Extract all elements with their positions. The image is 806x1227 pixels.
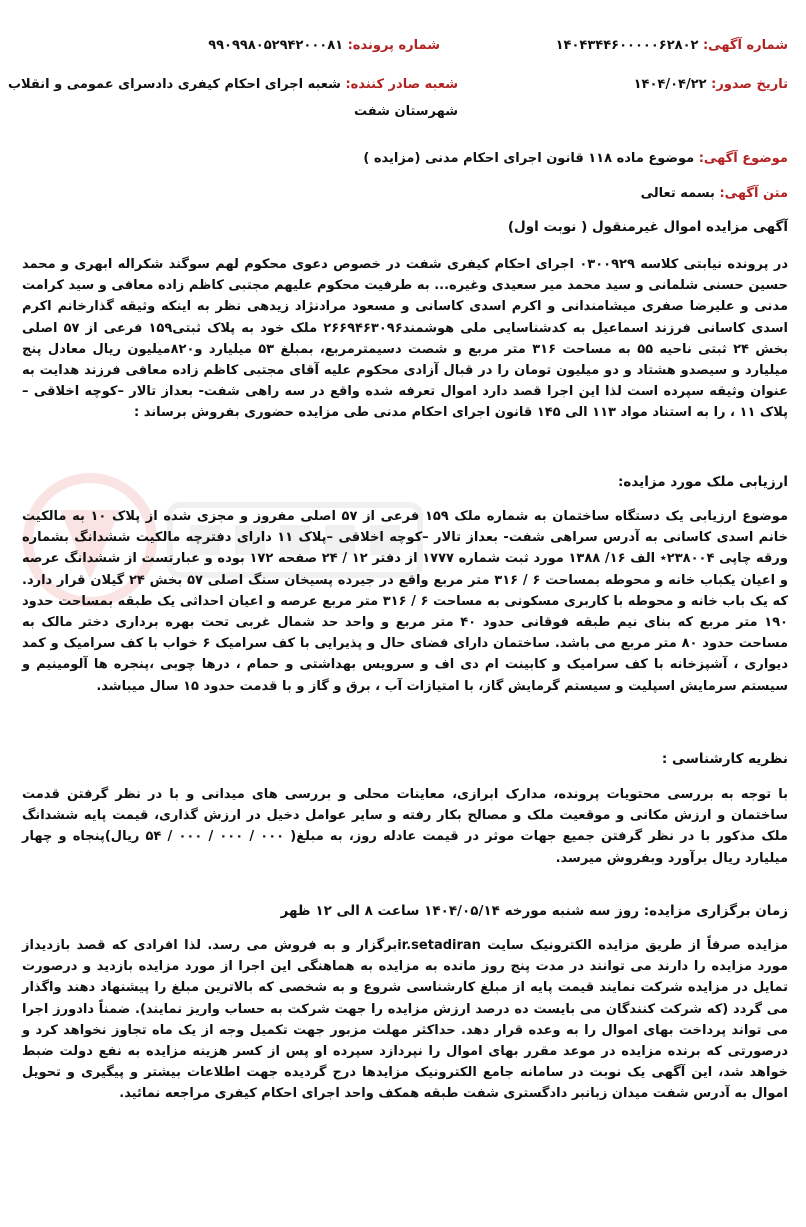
issuer [8,77,458,92]
case-number-value: ۹۹۰۹۹۸۰۵۲۹۴۲۰۰۰۸۱ [208,38,344,53]
issue-date-value: ۱۴۰۴/۰۴/۲۲ [633,77,707,92]
subject-label: موضوع آگهی: [698,151,788,166]
ad-number-value: ۱۴۰۴۳۴۴۶۰۰۰۰۰۶۲۸۰۲ [555,38,699,53]
intro-paragraph: در پرونده نیابتی کلاسه ۰۳۰۰۹۲۹ اجرای احکام کیفری شفت در خصوص دعوی محکوم لهم سوگند شکراله ابهری و محمد حسین حسنی شلمانی و سید محمد میر سعیدی وغیره... به طرفیت محکوم علیهم مجتبی کاظم زاده معافی و سید کرامت مدنی و علیرضا صفری میشامندانی و اکرم اسدی کاسانی و مسعود مرادنژاد زیدهی نظر به اینکه وثیقه گذارخانم اکرم اسدی کاسانی فرزند اسماعیل به کدشناسایی ملی هوشمند۲۶۶۹۴۶۳۰۹۶ ملک خود به پلاک ثبتی۱۵۹ فرعی از ۵۷ اصلی بخش ۲۴ ثبتی ناحیه ۵۵ به مساحت ۳۱۶ متر مربع و شصت دسیمترمربع، بمبلغ ۵۳ میلیارد و۸۲۰میلیون ریال معادل پنج میلیارد و سیصدو هشتاد و دو میلیون تومان را در قبال آزادی محکوم علیه آقای مجتبی کاظم زاده معافی فرزند هدایت به عنوان وثیقه سپرده است لذا این اجرا قصد دارد اموال تعرفه شده واقع در سه راهی شفت- بعداز تالار –کوچه اخلاقی –پلاک ۱۱ ، را به استناد مواد ۱۱۳ الی ۱۴۵ قانون اجرای احکام مدنی طی مزایده حضوری بفروش برساند : [22,257,788,421]
issuer-label: شعبه صادر کننده: [345,77,458,92]
issuer-line1: شعبه اجرای احکام کیفری دادسرای عمومی و انقلاب [7,77,341,92]
text-head [641,186,788,201]
case-number [208,38,440,53]
ad-number [556,38,788,53]
issuer-line2: شهرستان شفت [354,104,458,119]
expert-heading: نظریه کارشناسی : [661,751,788,767]
subject [363,151,788,166]
appraisal-heading: ارزیابی ملک مورد مزایده: [618,474,788,490]
auction-time: زمان برگزاری مزایده: روز سه شنبه مورخه ۱۴۰۴/۰۵/۱۴ ساعت ۸ الی ۱۲ ظهر [280,903,788,919]
ad-number-label: شماره آگهی: [702,38,788,53]
subject-value: موضوع ماده ۱۱۸ قانون اجرای احکام مدنی (مزایده ) [363,151,695,166]
appraisal-paragraph: موضوع ارزیابی یک دستگاه ساختمان به شماره ملک ۱۵۹ فرعی از ۵۷ اصلی مفروز و مجزی شده از پلاک ۱۰ به مالکیت خانم اسدی کاسانی به آدرس سراهی شفت- بعداز تالار –کوچه اخلاقی –پلاک ۱۱ دارای دفترچه مالکیت ششدانگ بشماره ورقه چاپی ۲۳۸۰۰۴٭ الف ۱۶/ ۱۳۸۸ مورد ثبت شماره ۱۷۷۷ از دفتر ۱۲ / ۲۴ صفحه ۱۷۲ بوده و عبارتست از ششدانگ عرصه و اعیان یکباب خانه و محوطه بمساحت ۶ / ۳۱۶ متر مربع واقع در جیرده پسیخان سنگ اصلی ۵۷ بخش ۲۴ گیلان قرار دارد. که یک باب خانه و محوطه با کاربری مسکونی به مساحت ۶ / ۳۱۶ متر مربع عرصه و اعیان احداثی یک طبقه بمساحت حدود ۱۹۰ متر مربع که بنای نیم طبقه فوقانی حدود ۴۰ متر مربع و واحد حد شمال غربی تحت بهره برداری دختر مالک به مساحت حدود ۸۰ متر مربع می باشد. ساختمان دارای فضای حال و پذیرایی با کف سرامیک ۶ خواب با کف سرامیک و کمد دیواری ، آشپزخانه با کف سرامیک و کابینت ام دی اف و سرویس بهداشتی و حمام ، درها چوبی ،پنجره ها آلومینیم و سیستم سرمایش اسپلیت و سیستم گرمایش گاز، با امتیازات آب ، برق و گاز و با قدمت حدود ۱۵ سال میباشد. [22,509,788,694]
text-head-value: بسمه تعالی [640,186,715,201]
case-number-label: شماره پرونده: [347,38,440,53]
expert-paragraph: با توجه به بررسی محتویات پرونده، مدارک ابرازی، معاینات محلی و بررسی های میدانی و با در نظر گرفتن قدمت ساختمان و ارزش مکانی و موقعیت ملک و مصالح بکار رفته و سایر عوامل دخیل در ارزش گذاری، قیمت پایه ششدانگ ملک مذکور با در نظر گرفتن جمیع جهات موثر در قیمت عادله روز، به مبلغ( ۰۰۰ / ۰۰۰ / ۰۰۰ / ۵۴ ریال)پنجاه و چهار میلیارد ریال برآورد وبفروش میرسد. [22,787,788,866]
issue-date-label: تاریخ صدور: [711,77,788,92]
text-head-label: متن آگهی: [719,186,788,201]
issue-date [634,77,788,92]
ad-title: آگهی مزایده اموال غیرمنقول ( نوبت اول) [507,219,788,235]
terms-paragraph: مزایده صرفاً از طریق مزایده الکترونیک سایت ir.setadiranبرگزار و به فروش می رسد. لذا افرادی که قصد بازدیداز مورد مزایده را دارند می توانند در مدت پنج روز مانده به مزایده به هماهنگی این اجرا از مورد مزایده بازدید و درصورت تمایل در مزایده شرکت نمایند قیمت پایه از مبلغ کارشناسی شروع و به شخصی که بالاترین مبلغ را پیشنهاد دهند واگذار می گردد (که شرکت کنندگان می بایست ده درصد ارزش مزایده را جهت شرکت به حساب واریز نمایند). ضمناً دادورز اجرا می تواند پرداخت بهای اموال را به وعده قرار دهد. حداکثر مهلت مزبور جهت تکمیل وجه از یک ماه تجاوز نخواهد کرد و درصورتی که برنده مزایده در موعد مقرر بهای اموال را نپردازد سپرده او پس از کسر هزینه مزایده به نفع دولت ضبط خواهد شد، این آگهی یک نوبت در سامانه جامع الکترونیک مزایدها درج گردیده جهت اطلاعات بیشتر و پیگیری و تحویل اموال به آدرس شفت میدان زبانبر دادگستری شفت طبقه همکف واحد اجرای احکام کیفری مراجعه نمائید. [22,938,788,1102]
